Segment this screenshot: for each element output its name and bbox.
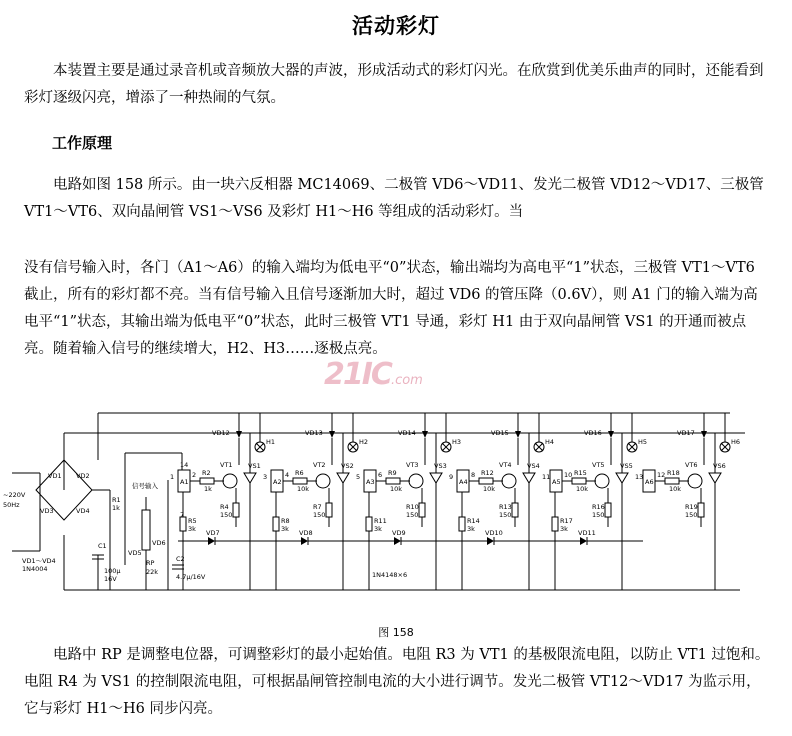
transistor-label-4: VT4: [499, 461, 512, 469]
rd-value-3: 3k: [374, 525, 382, 533]
c2-label: C2: [176, 555, 185, 563]
rb-label-3: R9: [388, 469, 397, 477]
gate-out-pin-6: 12: [657, 471, 666, 479]
rd-label-4: R14: [467, 517, 480, 525]
site-watermark-logo: 21IC.com: [324, 357, 423, 392]
rb-value-1: 1k: [204, 485, 212, 493]
figure-caption: 图 158: [378, 626, 414, 639]
triac-label-2: VS2: [341, 462, 354, 470]
vd5-label: VD5: [128, 549, 142, 557]
led-label-4: VD15: [491, 429, 509, 437]
rb-value-3: 10k: [390, 485, 403, 493]
rb-value-6: 10k: [669, 485, 682, 493]
gate-in-pin-6: 13: [635, 473, 644, 481]
led-label-3: VD14: [398, 429, 416, 437]
diode-3: [394, 537, 401, 545]
rg-value-2: 150: [313, 511, 326, 519]
page-title: 活动彩灯: [352, 13, 440, 38]
resistor-rg-1: [233, 503, 239, 517]
triac-6: [709, 473, 721, 483]
gate-label-3: A3: [366, 478, 375, 486]
resistor-rd-3: [366, 517, 372, 531]
signal-input-label: 信号输入: [132, 482, 158, 490]
triac-1: [244, 473, 256, 483]
rg-value-5: 150: [592, 511, 605, 519]
triac-5: [616, 473, 628, 483]
gate-in-pin-3: 5: [356, 473, 361, 481]
rg-value-1: 150: [220, 511, 233, 519]
transistor-label-5: VT5: [592, 461, 605, 469]
bridge-label-1: VD1: [48, 472, 62, 480]
gate-out-pin-1: 2: [192, 471, 197, 479]
resistor-rb-5: [572, 478, 586, 484]
rg-label-3: R10: [406, 503, 419, 511]
transistor-label-6: VT6: [685, 461, 698, 469]
resistor-rb-6: [665, 478, 679, 484]
resistor-rd-2: [273, 517, 279, 531]
triac-label-1: VS1: [248, 462, 261, 470]
operation-paragraph: 没有信号输入时，各门（A1～A6）的输入端均为低电平“0”状态，输出端均为高电平“1”状态，三极管 VT1～VT6 截止，所有的彩灯都不亮。当有信号输入且信号逐渐加大时，超过 VD6 的管压降（0.6V），则 A1 门的输入端为高电平“1”状态，其输出端为低电平“0”状态，此时三极管 VT1 导通，彩灯 H1 由于双向晶闸管 VS1 的开通而被点亮。随着输入信号的继续增大，H2、H3……逐极点亮。: [24, 260, 758, 357]
diode-label-4: VD10: [485, 529, 503, 537]
gate-label-2: A2: [273, 478, 282, 486]
diode-label-1: VD7: [206, 529, 220, 537]
circuit-schematic: [0, 405, 792, 620]
rg-label-1: R4: [220, 503, 229, 511]
gate-out-pin-3: 6: [378, 471, 383, 479]
supply-voltage-label: ~220V: [3, 491, 26, 499]
resistor-rg-4: [512, 503, 518, 517]
led-6: [701, 431, 707, 438]
resistor-rg-2: [326, 503, 332, 517]
diode-5: [580, 537, 587, 545]
bridge-label-2: VD2: [76, 472, 90, 480]
rb-value-5: 10k: [576, 485, 589, 493]
c1-label: C1: [98, 542, 107, 550]
rd-value-4: 3k: [467, 525, 475, 533]
rb-label-4: R12: [481, 469, 494, 477]
rb-value-4: 10k: [483, 485, 496, 493]
r1-value: 1k: [112, 504, 120, 512]
transistor-3: [409, 474, 423, 488]
led-5: [608, 431, 614, 438]
gate-in-pin-1: 1: [170, 473, 175, 481]
diode-2: [301, 537, 308, 545]
section-heading: 工作原理: [52, 134, 113, 152]
c2-value: 4.7μ/16V: [176, 573, 206, 581]
transistor-label-1: VT1: [220, 461, 233, 469]
rp-label: RP: [146, 559, 155, 567]
rg-value-4: 150: [499, 511, 512, 519]
diode-label-2: VD8: [299, 529, 313, 537]
components-paragraph: 电路中 RP 是调整电位器，可调整彩灯的最小起始值。电阻 R3 为 VT1 的基极限流电阻，以防止 VT1 过饱和。电阻 R4 为 VS1 的控制限流电阻，可根据晶闸管控制电流的大小进行调节。发光二极管 VT12～VD17 为监示用，它与彩灯 H1～H6 同步闪亮。: [24, 647, 770, 717]
resistor-rd-1: [180, 517, 186, 531]
bridge-part: 1N4004: [22, 565, 48, 573]
led-label-6: VD17: [677, 429, 695, 437]
rb-value-2: 10k: [297, 485, 310, 493]
transistor-2: [316, 474, 330, 488]
lamp-label-3: H3: [452, 438, 462, 446]
rd-value-2: 3k: [281, 525, 289, 533]
rg-label-2: R7: [313, 503, 322, 511]
lamp-label-2: H2: [359, 438, 369, 446]
resistor-rg-3: [419, 503, 425, 517]
rb-label-6: R18: [667, 469, 680, 477]
resistor-rg-5: [605, 503, 611, 517]
lamp-label-5: H5: [638, 438, 648, 446]
transistor-1: [223, 474, 237, 488]
circuit-paragraph: 电路如图 158 所示。由一块六反相器 MC14069、二极管 VD6～VD11、发光二极管 VD12～VD17、三极管 VT1～VT6、双向晶闸管 VS1～VS6 及彩灯 H1～H6 等组成的活动彩灯。当: [24, 177, 764, 220]
transistor-4: [502, 474, 516, 488]
gate-out-pin-5: 10: [564, 471, 573, 479]
c1-voltage: 16V: [104, 575, 117, 583]
rd-label-5: R17: [560, 517, 573, 525]
gate-out-pin-2: 4: [285, 471, 290, 479]
ic-pin-7: 7: [180, 511, 185, 519]
ic-pin-14: 14: [180, 461, 189, 469]
gate-in-pin-2: 3: [263, 473, 268, 481]
rp-value: 22k: [146, 568, 159, 576]
transistor-6: [688, 474, 702, 488]
diode-label-3: VD9: [392, 529, 406, 537]
gate-in-pin-4: 9: [449, 473, 454, 481]
diode-label-5: VD11: [578, 529, 596, 537]
triac-3: [430, 473, 442, 483]
led-label-5: VD16: [584, 429, 602, 437]
rg-value-6: 150: [685, 511, 698, 519]
bridge-label-4: VD4: [76, 507, 90, 515]
rd-label-2: R8: [281, 517, 290, 525]
r1-label: R1: [112, 496, 121, 504]
resistor-rb-4: [479, 478, 493, 484]
rb-label-5: R15: [574, 469, 587, 477]
lamp-label-1: H1: [266, 438, 276, 446]
transistor-label-3: VT3: [406, 461, 419, 469]
led-4: [515, 431, 521, 438]
intro-paragraph: 本装置主要是通过录音机或音频放大器的声波，形成活动式的彩灯闪光。在欣赏到优美乐曲声的同时，还能看到彩灯逐级闪亮，增添了一种热闹的气氛。: [24, 63, 764, 106]
led-3: [422, 431, 428, 438]
lamp-label-6: H6: [731, 438, 741, 446]
lamp-label-4: H4: [545, 438, 555, 446]
rg-label-4: R13: [499, 503, 512, 511]
gate-label-1: A1: [180, 478, 189, 486]
gate-in-pin-5: 11: [542, 473, 551, 481]
diode-4: [487, 537, 494, 545]
triac-label-3: VS3: [434, 462, 447, 470]
triac-label-6: VS6: [713, 462, 726, 470]
transistor-label-2: VT2: [313, 461, 326, 469]
bridge-label-3: VD3: [40, 507, 54, 515]
resistor-rb-1: [200, 478, 214, 484]
led-1: [236, 431, 242, 438]
rb-label-2: R6: [295, 469, 304, 477]
rg-label-6: R19: [685, 503, 698, 511]
resistor-rd-5: [552, 517, 558, 531]
gate-out-pin-4: 8: [471, 471, 476, 479]
resistor-rb-2: [293, 478, 307, 484]
rd-value-1: 3k: [188, 525, 196, 533]
rd-value-5: 3k: [560, 525, 568, 533]
triac-2: [337, 473, 349, 483]
led-2: [329, 431, 335, 438]
diode-1: [208, 537, 215, 545]
supply-frequency-label: 50Hz: [3, 501, 20, 509]
gate-label-6: A6: [645, 478, 654, 486]
c1-value: 100μ: [104, 567, 121, 575]
rb-label-1: R2: [202, 469, 211, 477]
diode-part-label: 1N4148×6: [372, 571, 408, 579]
resistor-rg-6: [698, 503, 704, 517]
led-label-1: VD12: [212, 429, 230, 437]
resistor-rd-4: [459, 517, 465, 531]
resistor-rb-3: [386, 478, 400, 484]
rg-label-5: R16: [592, 503, 605, 511]
triac-label-5: VS5: [620, 462, 633, 470]
vd6-label: VD6: [152, 539, 166, 547]
rg-value-3: 150: [406, 511, 419, 519]
transistor-5: [595, 474, 609, 488]
gate-label-5: A5: [552, 478, 561, 486]
gate-label-4: A4: [459, 478, 468, 486]
circuit-diagram: [0, 405, 792, 620]
bridge-note: VD1～VD4: [22, 557, 56, 565]
rd-label-3: R11: [374, 517, 387, 525]
triac-label-4: VS4: [527, 462, 540, 470]
led-label-2: VD13: [305, 429, 323, 437]
rd-label-1: R5: [188, 517, 197, 525]
triac-4: [523, 473, 535, 483]
